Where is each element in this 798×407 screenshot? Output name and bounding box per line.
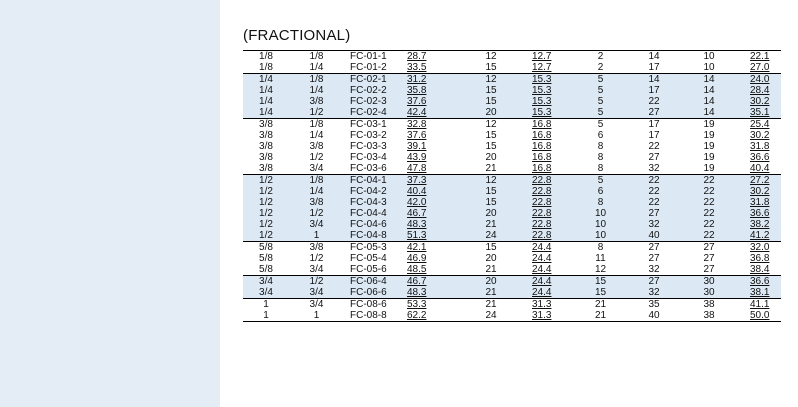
table-row	[243, 310, 781, 322]
table-cell: 22	[648, 141, 660, 152]
table-cell: 38	[682, 310, 736, 322]
table-cell: 3/8	[243, 119, 289, 131]
table-cell: 19	[703, 130, 715, 141]
table-cell: FC-05-4	[350, 253, 387, 264]
table-cell: FC-06-4	[344, 276, 407, 288]
table-cell: 22	[682, 197, 736, 208]
table-cell: 17	[648, 130, 660, 141]
table-cell: 22.8	[518, 197, 575, 208]
table-cell: 3/4	[309, 264, 324, 275]
table-cell: 48.5	[407, 264, 427, 275]
table-cell: 1/8	[289, 74, 344, 86]
table-cell: 16.8	[532, 163, 552, 174]
table-cell: FC-03-1	[344, 119, 407, 131]
table-row	[243, 208, 781, 219]
table-cell: 3/8	[259, 141, 273, 152]
table-cell: 1/8	[289, 175, 344, 187]
table-cell: FC-04-1	[344, 175, 407, 187]
table-cell: 5	[575, 96, 626, 107]
table-cell: 8	[597, 163, 604, 174]
table-cell: 15	[485, 141, 497, 152]
table-cell: 1/4	[243, 85, 289, 96]
table-cell: 11	[595, 253, 606, 264]
table-cell: 19	[682, 119, 736, 131]
table-cell: 1/2	[243, 186, 289, 197]
table-cell: 27	[626, 107, 682, 119]
table-cell: 39.1	[407, 141, 427, 152]
table-cell: 17	[626, 85, 682, 96]
table-cell: 3/8	[259, 163, 273, 174]
table-row	[243, 163, 781, 175]
table-cell: 42.0	[407, 197, 464, 208]
table-cell: 36.6	[736, 208, 781, 219]
table-cell: 35.1	[736, 107, 781, 119]
table-row	[243, 85, 781, 96]
table-row	[243, 51, 781, 63]
table-cell: 24.4	[518, 287, 575, 299]
table-cell: 30.2	[736, 186, 781, 197]
table-cell: 40.4	[750, 163, 770, 174]
table-cell: 22	[682, 186, 736, 197]
table-cell: 15	[464, 242, 518, 254]
table-cell: 1/2	[243, 175, 289, 187]
table-cell: 36.6	[736, 276, 781, 288]
table-cell: FC-03-2	[350, 130, 387, 141]
table-row	[243, 299, 781, 311]
table-cell: 32	[626, 219, 682, 230]
table-cell: 3/4	[243, 276, 289, 288]
table-cell: FC-02-1	[344, 74, 407, 86]
table-row	[243, 141, 781, 152]
table-cell: 15	[575, 287, 626, 299]
table-cell: 35	[626, 299, 682, 311]
table-cell: 27	[626, 276, 682, 288]
table-cell: 36.8	[750, 253, 770, 264]
table-cell: 27	[626, 242, 682, 254]
table-cell: 1	[243, 299, 289, 311]
table-title: (FRACTIONAL)	[243, 27, 351, 44]
table-cell: 1/2	[243, 197, 289, 208]
table-cell: 15	[575, 276, 626, 288]
table-cell: 47.8	[407, 163, 427, 174]
table-cell: FC-04-4	[344, 208, 407, 219]
table-cell: 5/8	[243, 242, 289, 254]
table-cell: 16.8	[532, 141, 552, 152]
table-cell: 1/2	[289, 276, 344, 288]
table-cell: 30	[682, 276, 736, 288]
table-cell: 3/8	[289, 197, 344, 208]
table-cell: 21	[575, 299, 626, 311]
table-cell: 12	[464, 51, 518, 63]
table-cell: 24.0	[736, 74, 781, 86]
table-cell: 3/8	[259, 152, 273, 163]
table-cell: 1/4	[243, 74, 289, 86]
table-cell: 24.4	[532, 253, 552, 264]
table-cell: 62.2	[407, 310, 464, 322]
table-cell: 21	[485, 163, 497, 174]
table-cell: FC-05-6	[350, 264, 387, 275]
table-cell: 41.1	[736, 299, 781, 311]
table-cell: 28.7	[407, 51, 464, 63]
table-row	[243, 62, 781, 74]
table-cell: 15	[464, 186, 518, 197]
table-cell: 22	[626, 96, 682, 107]
table-cell: 27	[648, 152, 660, 163]
table-cell: 20	[485, 253, 497, 264]
table-cell: 1/2	[243, 208, 289, 219]
table-cell: 41.2	[736, 230, 781, 242]
table-cell: 3/4	[289, 299, 344, 311]
table-cell: 3/8	[289, 96, 344, 107]
table-cell: 8	[575, 242, 626, 254]
table-cell: 2	[575, 51, 626, 63]
table-row	[243, 96, 781, 107]
table-cell: 37.6	[407, 96, 464, 107]
table-cell: 22.1	[736, 51, 781, 63]
table-cell: 10	[703, 62, 715, 73]
table-cell: 22.8	[518, 175, 575, 187]
table-cell: 22	[682, 175, 736, 187]
table-cell: 25.4	[736, 119, 781, 131]
table-cell: 48.3	[407, 219, 464, 230]
table-cell: 15.3	[518, 85, 575, 96]
table-cell: 19	[703, 141, 715, 152]
table-cell: 14	[682, 107, 736, 119]
table-cell: 24	[464, 230, 518, 242]
table-cell: 3/4	[243, 287, 289, 299]
table-cell: 27	[703, 264, 715, 275]
table-cell: 14	[682, 85, 736, 96]
table-cell: 30.2	[750, 130, 770, 141]
table-cell: 22.8	[518, 186, 575, 197]
table-cell: 3/4	[289, 219, 344, 230]
table-cell: 14	[682, 96, 736, 107]
table-cell: 16.8	[532, 152, 552, 163]
table-cell: 6	[575, 186, 626, 197]
table-cell: 21	[485, 264, 497, 275]
table-cell: 22	[682, 219, 736, 230]
table-cell: FC-04-3	[344, 197, 407, 208]
table-cell: FC-02-4	[344, 107, 407, 119]
table-cell: 12	[594, 264, 607, 275]
table-cell: 1/2	[289, 107, 344, 119]
table-cell: 1	[289, 310, 344, 322]
table-cell: FC-04-6	[344, 219, 407, 230]
table-cell: 2	[597, 62, 604, 73]
fractional-fitting-table	[243, 50, 781, 322]
table-cell: FC-04-8	[344, 230, 407, 242]
table-cell: 1	[289, 230, 344, 242]
table-cell: 22.8	[518, 208, 575, 219]
table-cell: 1/4	[309, 130, 324, 141]
table-cell: 27.0	[750, 62, 770, 73]
table-cell: FC-03-3	[350, 141, 387, 152]
table-cell: 27	[626, 208, 682, 219]
table-cell: 1/4	[309, 62, 324, 73]
table-cell: 1	[243, 310, 289, 322]
table-cell: 28.4	[736, 85, 781, 96]
table-cell: 10	[682, 51, 736, 63]
table-cell: 36.6	[750, 152, 770, 163]
table-cell: FC-08-6	[344, 299, 407, 311]
table-cell: 38.1	[736, 287, 781, 299]
table-cell: 10	[575, 208, 626, 219]
table-cell: 42.4	[407, 107, 464, 119]
table-cell: 32	[626, 287, 682, 299]
table-cell: 1/8	[243, 51, 289, 63]
table-row	[243, 219, 781, 230]
table-cell: FC-08-8	[344, 310, 407, 322]
table-row	[243, 152, 781, 163]
table-cell: 5/8	[259, 253, 273, 264]
table-cell: 21	[575, 310, 626, 322]
table-cell: 22	[626, 175, 682, 187]
table-cell: 27	[703, 253, 715, 264]
table-cell: 1/8	[289, 51, 344, 63]
table-row	[243, 253, 781, 264]
table-cell: 48.3	[407, 287, 464, 299]
table-row	[243, 230, 781, 242]
table-row	[243, 242, 781, 254]
table-cell: 31.3	[518, 310, 575, 322]
table-cell: 8	[597, 152, 604, 163]
table-cell: 5	[575, 85, 626, 96]
table-cell: 5	[575, 175, 626, 187]
table-cell: 32.8	[407, 119, 464, 131]
table-cell: 12.7	[518, 51, 575, 63]
table-cell: 19	[703, 163, 715, 174]
table-cell: 19	[703, 152, 715, 163]
table-cell: 16.8	[532, 130, 552, 141]
table-cell: 20	[464, 208, 518, 219]
table-cell: 15	[464, 197, 518, 208]
table-cell: 15.3	[518, 74, 575, 86]
table-cell: 17	[648, 62, 660, 73]
table-cell: 15	[464, 85, 518, 96]
table-row	[243, 287, 781, 299]
table-cell: 5/8	[259, 264, 273, 275]
table-cell: FC-04-2	[344, 186, 407, 197]
table-cell: 22	[626, 197, 682, 208]
table-cell: 33.5	[407, 62, 427, 73]
table-row	[243, 119, 781, 131]
table-cell: 38.2	[736, 219, 781, 230]
table-cell: FC-05-3	[344, 242, 407, 254]
table-cell: 40	[626, 230, 682, 242]
table-cell: 37.6	[407, 130, 427, 141]
table-cell: 22.8	[518, 219, 575, 230]
table-cell: 30.2	[736, 96, 781, 107]
table-cell: 42.1	[407, 242, 464, 254]
table-cell: 24.4	[518, 276, 575, 288]
table-cell: 27	[648, 253, 660, 264]
table-row	[243, 130, 781, 141]
table-cell: 6	[597, 130, 604, 141]
table-cell: 1/2	[243, 219, 289, 230]
table-cell: FC-03-6	[350, 163, 387, 174]
table-cell: 16.8	[518, 119, 575, 131]
table-cell: 3/8	[309, 141, 324, 152]
table-cell: 20	[464, 276, 518, 288]
table-cell: 24.4	[518, 242, 575, 254]
table-cell: 32	[648, 264, 660, 275]
table-cell: 38.4	[750, 264, 770, 275]
table-cell: 1/8	[259, 62, 273, 73]
table-cell: 32	[648, 163, 660, 174]
table-cell: 24	[464, 310, 518, 322]
table-cell: 8	[575, 197, 626, 208]
table-cell: 30	[682, 287, 736, 299]
table-cell: 37.3	[407, 175, 464, 187]
table-cell: 1/2	[243, 230, 289, 242]
table-row	[243, 186, 781, 197]
table-cell: 43.9	[407, 152, 427, 163]
table-cell: 3/4	[309, 163, 324, 174]
table-cell: 46.7	[407, 208, 464, 219]
table-cell: 1/2	[309, 253, 324, 264]
table-cell: 5	[575, 107, 626, 119]
table-row	[243, 74, 781, 86]
table-cell: FC-03-4	[350, 152, 387, 163]
table-cell: 24.4	[532, 264, 552, 275]
table-cell: FC-02-2	[344, 85, 407, 96]
table-cell: 5	[575, 74, 626, 86]
table-cell: 27	[682, 242, 736, 254]
table-cell: FC-02-3	[344, 96, 407, 107]
table-cell: 40	[626, 310, 682, 322]
table-cell: 1/8	[289, 119, 344, 131]
table-cell: 1/4	[289, 85, 344, 96]
table-cell: 22.8	[518, 230, 575, 242]
table-cell: 15.3	[518, 107, 575, 119]
table-cell: 17	[626, 119, 682, 131]
table-cell: 46.7	[407, 276, 464, 288]
table-row	[243, 175, 781, 187]
table-cell: 50.0	[736, 310, 781, 322]
table-cell: 12	[464, 74, 518, 86]
table-cell: 8	[597, 141, 604, 152]
table-row	[243, 197, 781, 208]
table-cell: 21	[464, 219, 518, 230]
table-cell: 46.9	[407, 253, 427, 264]
table-cell: 40.4	[407, 186, 464, 197]
table-cell: 35.8	[407, 85, 464, 96]
table-cell: 31.8	[750, 141, 770, 152]
table-cell: 22	[626, 186, 682, 197]
table-cell: 1/2	[289, 208, 344, 219]
table-cell: 15	[485, 130, 497, 141]
table-cell: 20	[464, 107, 518, 119]
table-cell: 15	[464, 96, 518, 107]
table-cell: 22	[682, 208, 736, 219]
table-cell: 3/8	[259, 130, 273, 141]
table-cell: FC-01-1	[344, 51, 407, 63]
table-cell: FC-06-6	[344, 287, 407, 299]
table-cell: 38	[682, 299, 736, 311]
left-side-panel	[0, 0, 220, 407]
table-cell: 15	[485, 62, 497, 73]
table-cell: FC-01-2	[350, 62, 387, 73]
table-cell: 5	[575, 119, 626, 131]
table-cell: 12.7	[532, 62, 552, 73]
table-cell: 20	[485, 152, 497, 163]
table-cell: 51.3	[407, 230, 464, 242]
table-cell: 31.2	[407, 74, 464, 86]
table-cell: 14	[682, 74, 736, 86]
table-cell: 31.3	[518, 299, 575, 311]
table-cell: 21	[464, 287, 518, 299]
table-cell: 14	[626, 51, 682, 63]
table-cell: 3/8	[289, 242, 344, 254]
table-cell: 3/4	[289, 287, 344, 299]
table-cell: 22	[682, 230, 736, 242]
table-cell: 32.0	[736, 242, 781, 254]
table-cell: 14	[626, 74, 682, 86]
table-cell: 53.3	[407, 299, 464, 311]
table-cell: 1/4	[289, 186, 344, 197]
table-row	[243, 264, 781, 276]
table-cell: 15.3	[518, 96, 575, 107]
table-cell: 1/4	[243, 107, 289, 119]
table-cell: 12	[464, 119, 518, 131]
table-cell: 10	[575, 219, 626, 230]
table-row	[243, 107, 781, 119]
table-cell: 10	[575, 230, 626, 242]
table-cell: 27.2	[736, 175, 781, 187]
table-cell: 1/2	[309, 152, 324, 163]
table-cell: 1/4	[243, 96, 289, 107]
table-row	[243, 276, 781, 288]
table-cell: 12	[464, 175, 518, 187]
table-cell: 31.8	[736, 197, 781, 208]
table-cell: 21	[464, 299, 518, 311]
